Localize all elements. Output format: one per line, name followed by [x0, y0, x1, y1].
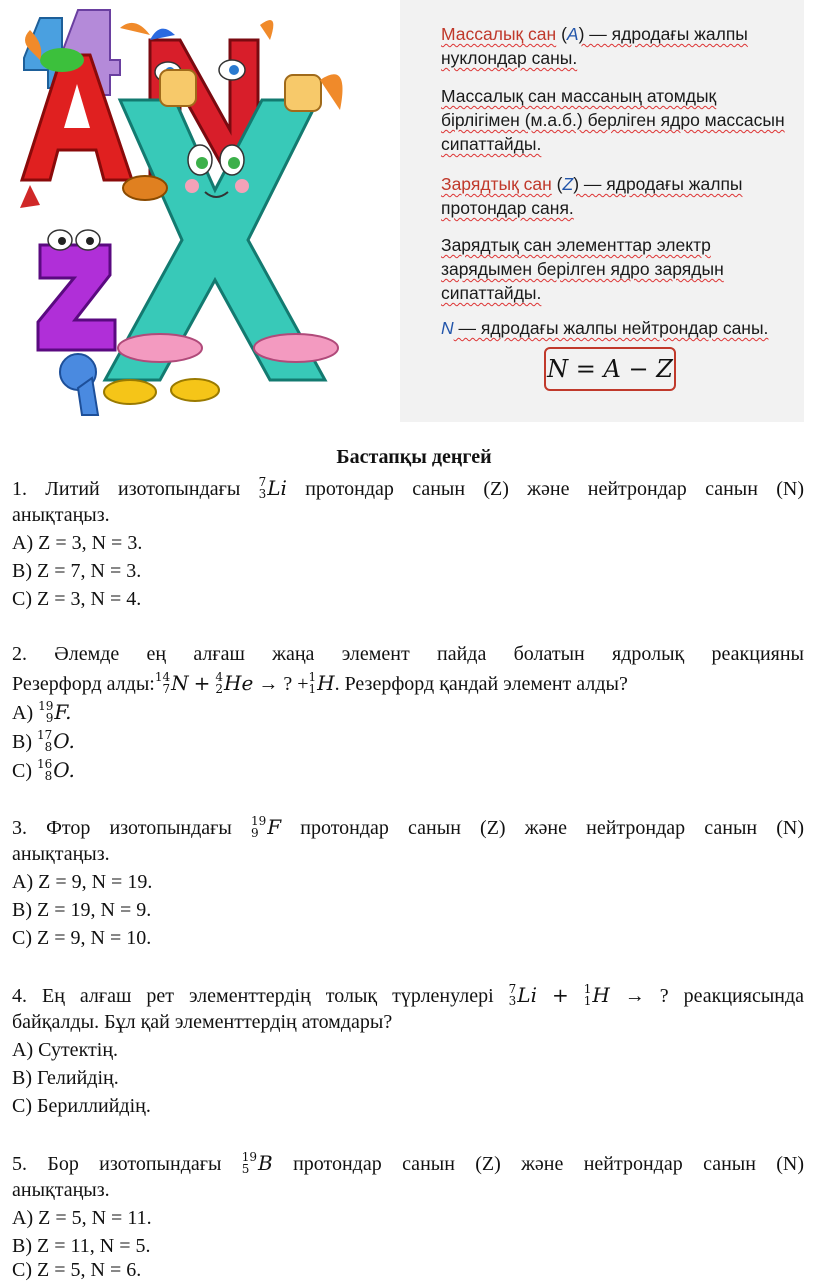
question-3: 3. Фтор изотопындағы 19 9 F протондар санын (Z) және нейтрондар санын (N) [12, 813, 805, 840]
orange-shoe [123, 176, 167, 200]
question-4: 4. Ең алғаш рет элементтердің толық түрленулері 7 3 Li + 1 1 H → ? реакциясында [12, 981, 805, 1008]
mass-number-definition: Массалық сан (A) — ядродағы жалпы нуклондар саны. [441, 24, 748, 68]
question-1-option-c: C) Z = 3, N = 4. [12, 588, 142, 610]
charge-number-description: Зарядтық сан элементтар электр зарядымен берілген ядро зарядын сипаттайды. [441, 235, 724, 303]
question-3-option-c: C) Z = 9, N = 10. [12, 927, 152, 949]
blue-number-9 [60, 354, 98, 415]
question-2-line2: Резерфорд алды: 14 7 N + 4 2 He → ? + 1 1 H. Резерфорд қандай элемент алды? [12, 669, 628, 696]
mass-number-description: Массалық сан массаның атомдық бірлігімен (м.а.б.) берліген ядро массасын сипаттайды. [441, 86, 785, 154]
question-3-option-b: B) Z = 19, N = 9. [12, 899, 152, 921]
question-3-option-a: A) Z = 9, N = 19. [12, 871, 153, 893]
question-5-line2: анықтаңыз. [12, 1179, 110, 1201]
question-1-line2: анықтаңыз. [12, 504, 110, 526]
question-5-option-c: C) Z = 5, N = 6. [12, 1259, 142, 1281]
question-2-option-a: A) 19 9 F. [12, 698, 72, 725]
question-5: 5. Бор изотопындағы 19 5 B протондар санын (Z) және нейтрондар санын (N) [12, 1149, 805, 1176]
question-4-option-c: C) Бериллийдің. [12, 1095, 151, 1117]
question-5-option-a: A) Z = 5, N = 11. [12, 1207, 152, 1229]
section-title: Бастапқы деңгей [336, 446, 492, 468]
question-4-option-b: B) Гелийдің. [12, 1067, 119, 1089]
red-letter-a [20, 30, 132, 208]
fluorine-isotope: 19 9 F [250, 813, 282, 840]
question-2: 2. Әлемде ең алғаш жаңа элемент пайда болатын ядролық реакцияны [12, 643, 804, 665]
question-4-line2: байқалды. Бұл қай элементтердің атомдары? [12, 1011, 393, 1033]
formula-box: N = A − Z [544, 347, 676, 391]
cartoon-letters-illustration [0, 0, 395, 422]
lithium-isotope: 7 3 Li [258, 474, 287, 501]
charge-number-definition: Зарядтық сан (Z) — ядродағы жалпы протондар саня. [441, 174, 743, 218]
question-1-option-a: A) Z = 3, N = 3. [12, 532, 143, 554]
boron-isotope: 19 5 B [241, 1149, 273, 1176]
question-1: 1. Литий изотопындағы 7 3 Li протондар санын (Z) және нейтрондар санын (N) [12, 474, 805, 501]
yellow-shoe [171, 379, 219, 401]
question-1-option-b: B) Z = 7, N = 3. [12, 560, 142, 582]
yellow-shoe [104, 380, 156, 404]
question-5-option-b: B) Z = 11, N = 5. [12, 1235, 151, 1257]
question-2-option-b: B) 17 8 O. [12, 727, 75, 754]
question-2-option-c: C) 16 8 O. [12, 756, 75, 783]
question-3-line2: анықтаңыз. [12, 843, 110, 865]
neutron-number-definition: N — ядродағы жалпы нейтрондар саны. [441, 318, 769, 338]
purple-letter-z [38, 230, 115, 350]
question-4-option-a: A) Сутектің. [12, 1039, 119, 1061]
